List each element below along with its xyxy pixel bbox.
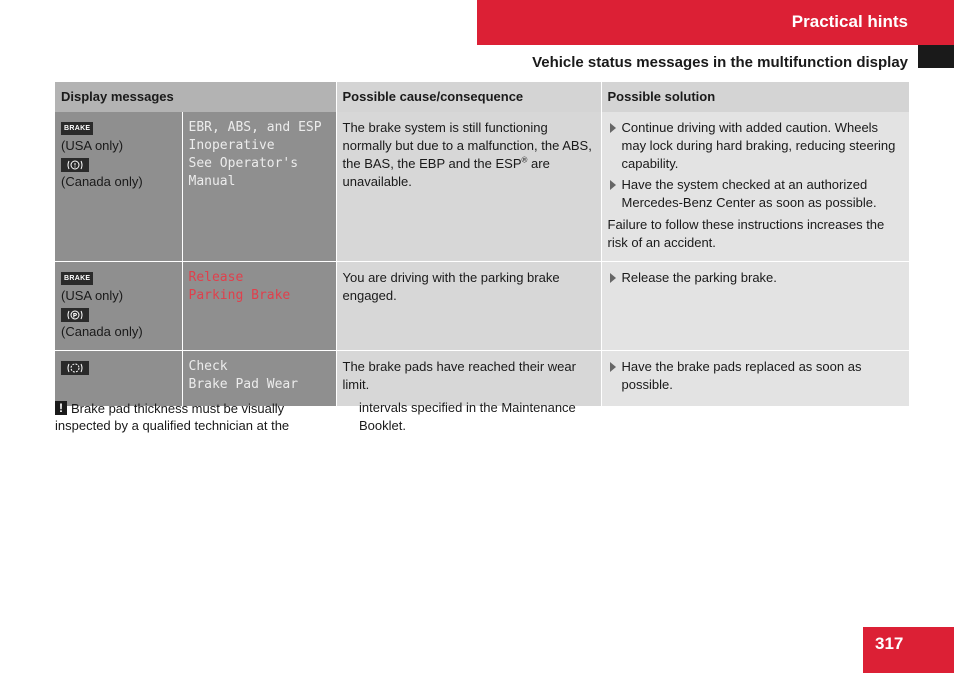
bullet-triangle-icon — [610, 180, 616, 190]
brake-badge-icon: BRAKE — [61, 272, 93, 285]
maintenance-note — [55, 400, 325, 434]
cause-text-end: are unavailable. — [342, 156, 550, 189]
display-message-cell — [182, 112, 336, 262]
parking-brake-circle-icon — [61, 308, 89, 322]
display-message-text: Release Parking Brake — [188, 270, 291, 303]
note-text-part2: intervals specified in the Maintenance Booklet. — [359, 400, 576, 433]
side-tab-marker — [918, 45, 954, 68]
canada-only-label: (Canada only) — [61, 174, 143, 189]
bullet-triangle-icon — [610, 123, 616, 133]
page-number-box — [863, 627, 954, 673]
cause-cell — [336, 112, 601, 262]
chapter-title: Practical hints — [791, 12, 908, 31]
brake-badge-icon: BRAKE — [61, 122, 93, 135]
table-row — [55, 262, 909, 351]
solution-cell — [601, 262, 909, 351]
indicator-cell — [55, 351, 182, 407]
table-row — [55, 112, 909, 262]
header-possible-cause: Possible cause/consequence — [336, 82, 601, 112]
header-bar — [477, 0, 954, 45]
status-messages-table — [55, 82, 909, 407]
solution-cell — [601, 351, 909, 407]
canada-only-label: (Canada only) — [61, 324, 143, 339]
exclamation-icon: ! — [55, 401, 67, 415]
solution-item: Release the parking brake. — [608, 269, 904, 287]
note-text-part1: Brake pad thickness must be visually inspected by a qualified technician at the — [55, 401, 290, 433]
cause-text: The brake system is still functioning normally but due to a malfunction, the ABS, the BAS, the EBP and the ESP — [342, 120, 592, 171]
indicator-cell — [55, 112, 182, 262]
solution-item: Have the brake pads replaced as soon as possible. — [608, 358, 904, 394]
table-header-row — [55, 82, 909, 112]
bullet-triangle-icon — [610, 362, 616, 372]
display-message-text: EBR, ABS, and ESP Inoperative See Operator's Manual — [188, 120, 322, 189]
display-message-cell — [182, 351, 336, 407]
page-number: 317 — [875, 634, 904, 653]
solution-warning-note: Failure to follow these instructions increases the risk of an accident. — [607, 217, 885, 250]
display-message-text: Check Brake Pad Wear — [188, 359, 299, 392]
usa-only-label: (USA only) — [61, 288, 124, 303]
cause-cell: You are driving with the parking brake engaged. — [336, 262, 601, 351]
usa-only-label: (USA only) — [61, 138, 124, 153]
indicator-cell — [55, 262, 182, 351]
header-possible-solution: Possible solution — [601, 82, 909, 112]
brake-warning-circle-icon — [61, 158, 89, 172]
section-title: Vehicle status messages in the multifunction display — [532, 54, 908, 71]
solution-item: Have the system checked at an authorized Mercedes-Benz Center as soon as possible. — [608, 176, 904, 212]
registered-mark: ® — [521, 155, 528, 165]
brake-pad-wear-icon — [61, 361, 89, 375]
display-message-cell — [182, 262, 336, 351]
solution-cell — [601, 112, 909, 262]
bullet-triangle-icon — [610, 273, 616, 283]
header-display-messages: Display messages — [55, 82, 336, 112]
solution-item: Continue driving with added caution. Wheels may lock during hard braking, reducing steering capability. — [608, 119, 904, 173]
cause-cell: The brake pads have reached their wear limit. — [336, 351, 601, 407]
svg-text:P: P — [72, 311, 78, 319]
